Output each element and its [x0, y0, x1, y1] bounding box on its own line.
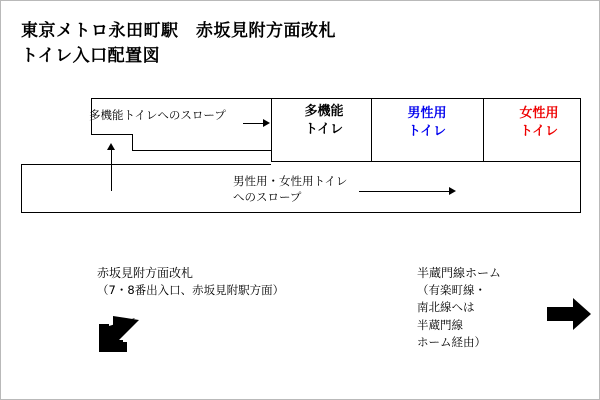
direction-legend [1, 256, 600, 396]
room-label-multipurpose [284, 103, 364, 138]
slope-multipurpose-arrow-head-icon [263, 119, 270, 127]
slope-to-mens-womens-label-1: 男性用・女性用トイレ [233, 174, 348, 188]
room-label-mens-line-2: トイレ [407, 123, 447, 139]
legend-right-line-3: 南北線へは [417, 300, 475, 315]
title-line-2: トイレ入口配置図 [21, 45, 161, 66]
room-label-womens-line-1: 女性用 [519, 106, 559, 121]
wall-outer-bottom [21, 212, 581, 213]
wall-multipurpose-left [271, 98, 272, 162]
page-title [21, 19, 336, 68]
wall-divider-mens-womens [483, 98, 484, 162]
wall-divider-multipurpose-mens [371, 98, 372, 162]
legend-left-line-1: 赤坂見附方面改札 [97, 266, 194, 280]
room-label-womens [497, 105, 581, 140]
legend-right-line-5: ホーム経由） [417, 334, 486, 349]
wall-outer-top-left [21, 164, 271, 165]
arrow-down-left-icon [93, 314, 141, 354]
room-label-multipurpose-line-2: トイレ [304, 121, 344, 137]
legend-right-text [417, 264, 501, 351]
wall-corridor-step [132, 134, 133, 151]
arrow-right-icon [545, 296, 593, 336]
room-label-womens-line-2: トイレ [519, 123, 559, 139]
slope-to-multipurpose-label: 多機能トイレへのスロープ [89, 108, 226, 122]
corridor-up-arrow-line [111, 149, 112, 191]
wall-corridor-mid [91, 134, 133, 135]
station-layout-diagram [1, 91, 600, 231]
wall-toilet-block-bottom [271, 161, 581, 162]
legend-left-line-2: （7・8番出入口、赤坂見附駅方面） [97, 283, 285, 297]
room-label-mens [385, 105, 469, 140]
slope-multipurpose-arrow-line [243, 123, 265, 124]
room-label-multipurpose-line-1: 多機能 [304, 104, 344, 119]
slope-to-mens-womens-label-2: へのスロープ [233, 190, 302, 204]
wall-top [91, 98, 581, 99]
room-label-mens-line-1: 男性用 [407, 106, 447, 121]
wall-outer-right [580, 162, 581, 212]
legend-right-line-1: 半蔵門線ホーム [417, 266, 502, 280]
slope-mens-womens-arrow-head-icon [449, 187, 456, 195]
slope-mens-womens-arrow-line [359, 191, 451, 192]
wall-corridor-lower [132, 150, 271, 151]
corridor-up-arrow-head-icon [107, 143, 115, 150]
wall-outer-left [21, 164, 22, 212]
title-line-1: 東京メトロ永田町駅 赤坂見附方面改札 [21, 21, 336, 41]
legend-right-line-2: （有楽町線・ [417, 283, 486, 297]
legend-right-line-4: 半蔵門線 [417, 317, 463, 332]
legend-left-text [97, 264, 284, 299]
